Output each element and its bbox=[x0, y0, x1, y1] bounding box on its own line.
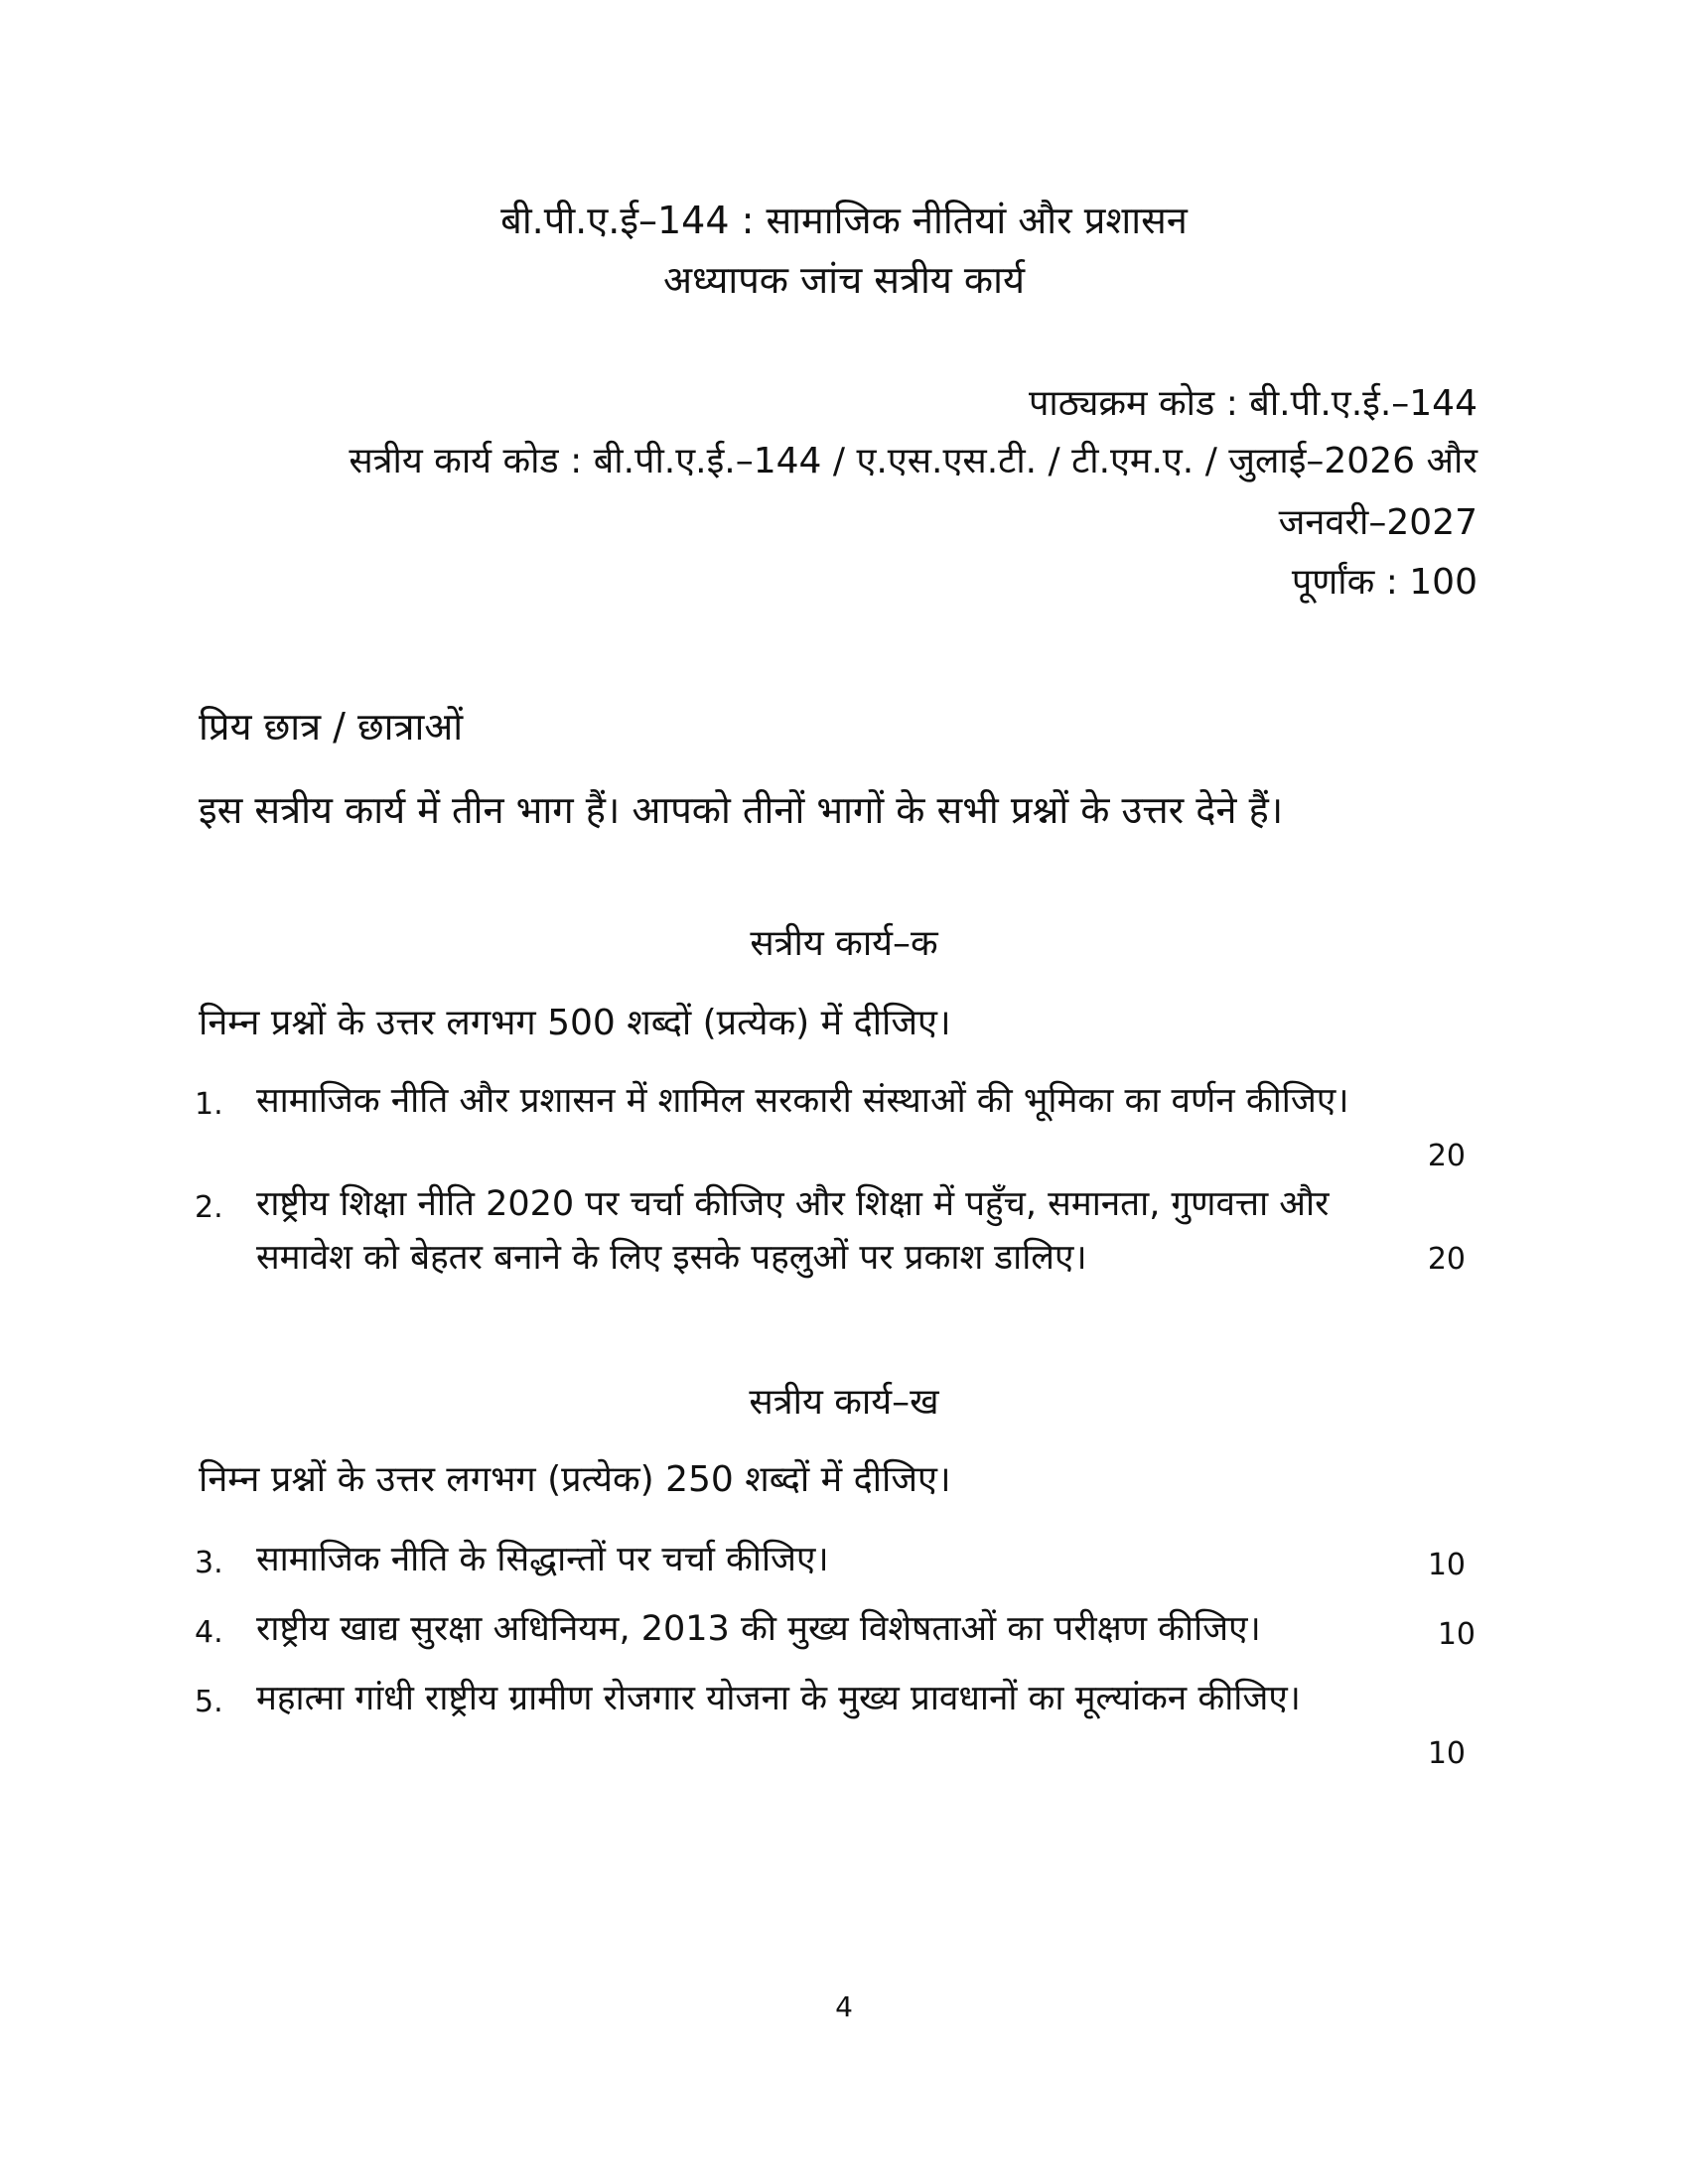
section-b-title: सत्रीय कार्य–ख bbox=[749, 1382, 939, 1423]
question-number: 1. bbox=[195, 1087, 223, 1122]
question-marks: 10 bbox=[1427, 1548, 1466, 1582]
question-text: राष्ट्रीय शिक्षा नीति 2020 पर चर्चा कीजिए और शिक्षा में पहुँच, समानता, गुणवत्ता और समावेश को बेहतर बनाने के लिए इसके पहलुओं पर प्रकाश डालिए। bbox=[256, 1184, 1330, 1278]
question-number: 3. bbox=[195, 1546, 223, 1580]
question-item bbox=[195, 1602, 1485, 1658]
course-code: पाठ्यक्रम कोड : बी.पी.ए.ई.–144 bbox=[1028, 383, 1477, 424]
assignment-code-continued: जनवरी–2027 bbox=[1278, 502, 1477, 543]
question-item bbox=[195, 1074, 1485, 1183]
question-marks: 10 bbox=[1437, 1617, 1476, 1652]
question-text: राष्ट्रीय खाद्य सुरक्षा अधिनियम, 2013 की मुख्य विशेषताओं का परीक्षण कीजिए। bbox=[256, 1609, 1261, 1649]
question-number: 4. bbox=[195, 1615, 223, 1650]
document-title: बी.पी.ए.ई–144 : सामाजिक नीतियां और प्रशासन bbox=[500, 199, 1188, 242]
question-text: सामाजिक नीति और प्रशासन में शामिल सरकारी संस्थाओं की भूमिका का वर्णन कीजिए। bbox=[256, 1081, 1349, 1121]
max-marks: पूर्णांक : 100 bbox=[1291, 562, 1477, 603]
question-marks: 20 bbox=[1427, 1139, 1466, 1173]
question-item bbox=[195, 1533, 1485, 1588]
assignment-code: सत्रीय कार्य कोड : बी.पी.ए.ई.–144 / ए.एस.एस.टी. / टी.एम.ए. / जुलाई–2026 और bbox=[349, 441, 1477, 481]
question-item bbox=[195, 1672, 1485, 1781]
greeting: प्रिय छात्र / छात्राओं bbox=[199, 705, 464, 749]
question-number: 5. bbox=[195, 1685, 223, 1719]
section-a-title: सत्रीय कार्य–क bbox=[750, 923, 938, 964]
question-number: 2. bbox=[195, 1190, 223, 1225]
document-subtitle: अध्यापक जांच सत्रीय कार्य bbox=[663, 258, 1025, 302]
question-item bbox=[195, 1177, 1485, 1287]
section-a-instruction: निम्न प्रश्नों के उत्तर लगभग 500 शब्दों (प्रत्येक) में दीजिए। bbox=[199, 1003, 951, 1043]
page-number: 4 bbox=[835, 1990, 853, 2023]
intro-paragraph: इस सत्रीय कार्य में तीन भाग हैं। आपको तीनों भागों के सभी प्रश्नों के उत्तर देने हैं। bbox=[199, 788, 1284, 832]
question-marks: 10 bbox=[1427, 1736, 1466, 1771]
question-text: महात्मा गांधी राष्ट्रीय ग्रामीण रोजगार योजना के मुख्य प्रावधानों का मूल्यांकन कीजिए। bbox=[256, 1679, 1301, 1718]
question-marks: 20 bbox=[1427, 1242, 1466, 1277]
question-text: सामाजिक नीति के सिद्धान्तों पर चर्चा कीजिए। bbox=[256, 1540, 829, 1579]
section-b-instruction: निम्न प्रश्नों के उत्तर लगभग (प्रत्येक) 250 शब्दों में दीजिए। bbox=[199, 1459, 951, 1500]
